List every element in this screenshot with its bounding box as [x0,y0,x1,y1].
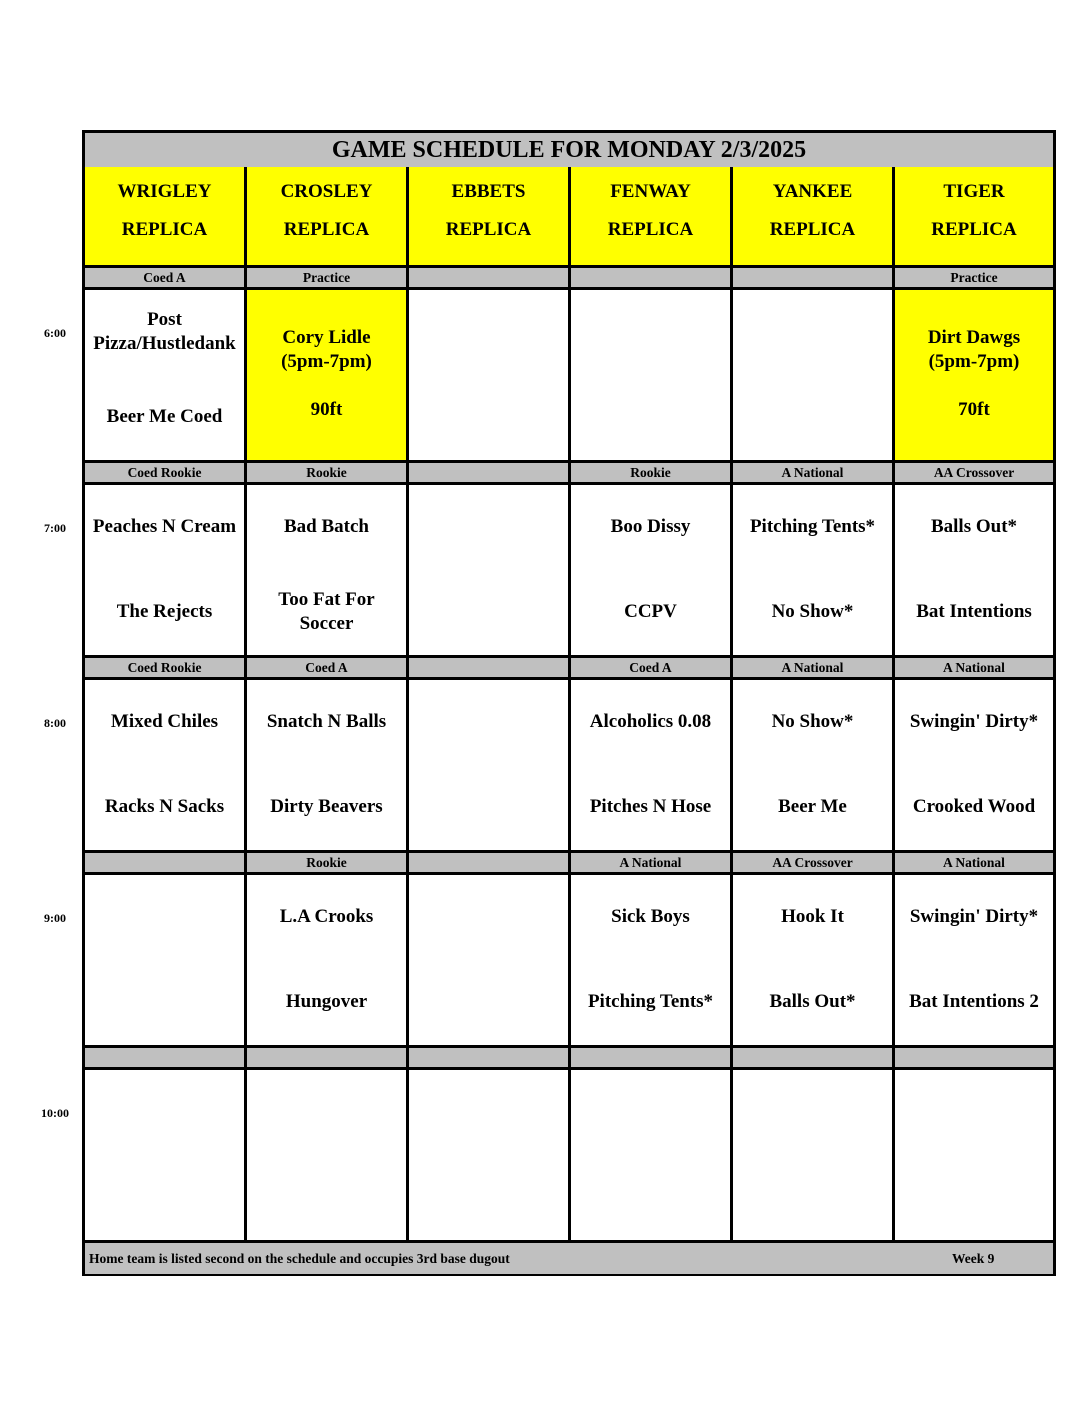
division-label: Rookie [571,463,733,482]
division-label: Practice [950,269,998,285]
game-cell [409,875,571,1045]
game-row [85,680,1053,850]
field-name: YANKEE [772,181,853,202]
division-label [247,1048,409,1067]
practice-team: Cory Lidle (5pm-7pm) [281,327,372,372]
field-name: TIGER [943,181,1005,202]
game-row [85,290,1053,460]
team-away: Swingin' Dirty* [909,711,1039,732]
game-cell [571,290,733,460]
team-away: Alcoholics 0.08 [589,711,712,732]
team-home: Pitching Tents* [587,991,714,1012]
practice-field-size: 90ft [310,399,343,420]
team-home: Racks N Sacks [104,796,225,817]
division-label [409,463,571,482]
game-cell [247,485,409,655]
team-home: Too Fat For Soccer [278,589,375,634]
game-cell [733,485,895,655]
schedule-sheet [82,130,1056,1276]
division-label [571,1048,733,1067]
game-cell [85,290,247,460]
week-label: Week 9 [952,1251,995,1266]
game-cell [895,1070,1053,1240]
team-away: L.A Crooks [279,906,374,927]
game-cell [571,1070,733,1240]
division-label: Coed A [247,658,409,677]
game-cell [571,485,733,655]
game-cell [247,680,409,850]
division-row [85,1045,1053,1070]
division-row [85,655,1053,680]
division-label: Coed Rookie [85,658,247,677]
division-row [85,850,1053,875]
field-sub: REPLICA [121,219,208,240]
team-home: Bat Intentions 2 [909,991,1039,1012]
field-header-tiger [895,167,1053,265]
game-cell [733,1070,895,1240]
time-label-10: 10:00 [41,1106,69,1120]
division-label: AA Crossover [733,853,895,872]
game-cell [409,290,571,460]
division-label: Rookie [247,853,409,872]
game-cell [247,1070,409,1240]
game-cell [247,875,409,1045]
division-label: AA Crossover [933,464,1015,480]
team-home: Beer Me Coed [106,406,223,427]
time-label-9: 9:00 [44,911,66,925]
division-label [733,268,895,287]
team-away: Snatch N Balls [266,711,387,732]
game-cell [85,875,247,1045]
game-cell [571,680,733,850]
field-header-yankee [733,167,895,265]
field-header-wrigley [85,167,247,265]
division-label [409,1048,571,1067]
game-row [85,875,1053,1045]
division-label: A National [943,854,1005,870]
team-home: Beer Me [778,796,847,817]
division-label [895,1048,1053,1067]
division-label: A National [733,463,895,482]
division-label [409,853,571,872]
practice-team: Dirt Dawgs (5pm-7pm) [927,327,1021,372]
field-sub: REPLICA [283,219,370,240]
field-name: WRIGLEY [117,181,212,202]
field-header-crosley [247,167,409,265]
game-cell [409,485,571,655]
team-away: Balls Out* [930,516,1018,537]
division-label [85,1048,247,1067]
team-away: Bad Batch [284,516,369,537]
team-home: Balls Out* [769,991,856,1012]
practice-field-size: 70ft [958,399,990,420]
division-label: A National [571,853,733,872]
page-title: GAME SCHEDULE FOR MONDAY 2/3/2025 [331,136,807,163]
team-away: Hook It [781,906,844,927]
game-row [85,1070,1053,1240]
field-name: CROSLEY [280,181,373,202]
team-away: Post Pizza/Hustledank [93,309,236,354]
team-home: No Show* [771,601,854,622]
title-band [85,133,1053,170]
practice-cell [247,290,409,460]
team-home: The Rejects [116,601,213,622]
game-cell [85,680,247,850]
division-label: Coed A [85,268,247,287]
time-label-6: 6:00 [44,326,66,340]
game-cell [409,680,571,850]
field-sub: REPLICA [931,219,1017,240]
practice-cell [895,290,1053,460]
team-away: Swingin' Dirty* [909,906,1039,927]
footer-band [85,1240,1053,1274]
team-away: Mixed Chiles [110,711,219,732]
team-home: Bat Intentions [916,601,1032,622]
team-home: CCPV [624,601,677,622]
division-label [571,268,733,287]
team-home: Dirty Beavers [270,796,383,817]
division-row [85,265,1053,290]
division-label [85,853,247,872]
team-away: Peaches N Cream [92,516,237,537]
game-cell [733,680,895,850]
team-home: Hungover [285,991,368,1012]
division-label: A National [733,658,895,677]
division-label: Rookie [247,463,409,482]
field-header-fenway [571,167,733,265]
game-cell [895,875,1053,1045]
game-cell [733,290,895,460]
division-label: Coed Rookie [85,463,247,482]
game-cell [85,485,247,655]
division-label [409,658,571,677]
field-sub: REPLICA [769,219,856,240]
game-cell [571,875,733,1045]
time-label-7: 7:00 [44,521,66,535]
field-name: EBBETS [451,181,526,202]
team-away: No Show* [771,711,854,732]
team-away: Sick Boys [611,906,690,927]
game-cell [409,1070,571,1240]
game-row [85,485,1053,655]
division-label: Practice [247,268,409,287]
team-home: Pitches N Hose [589,796,712,817]
game-cell [895,485,1053,655]
game-cell [733,875,895,1045]
team-away: Boo Dissy [610,516,691,537]
team-home: Crooked Wood [912,796,1036,817]
division-row [85,460,1053,485]
footer-note: Home team is listed second on the schedule and occupies 3rd base dugout [89,1251,510,1266]
field-header-row [85,167,1053,265]
field-header-ebbets [409,167,571,265]
time-label-8: 8:00 [44,716,66,730]
game-cell [895,680,1053,850]
game-cell [85,1070,247,1240]
division-label [409,268,571,287]
field-name: FENWAY [610,181,691,202]
division-label: Coed A [571,658,733,677]
division-label [733,1048,895,1067]
field-sub: REPLICA [445,219,532,240]
field-sub: REPLICA [607,219,694,240]
division-label: A National [943,659,1005,675]
team-away: Pitching Tents* [749,516,876,537]
